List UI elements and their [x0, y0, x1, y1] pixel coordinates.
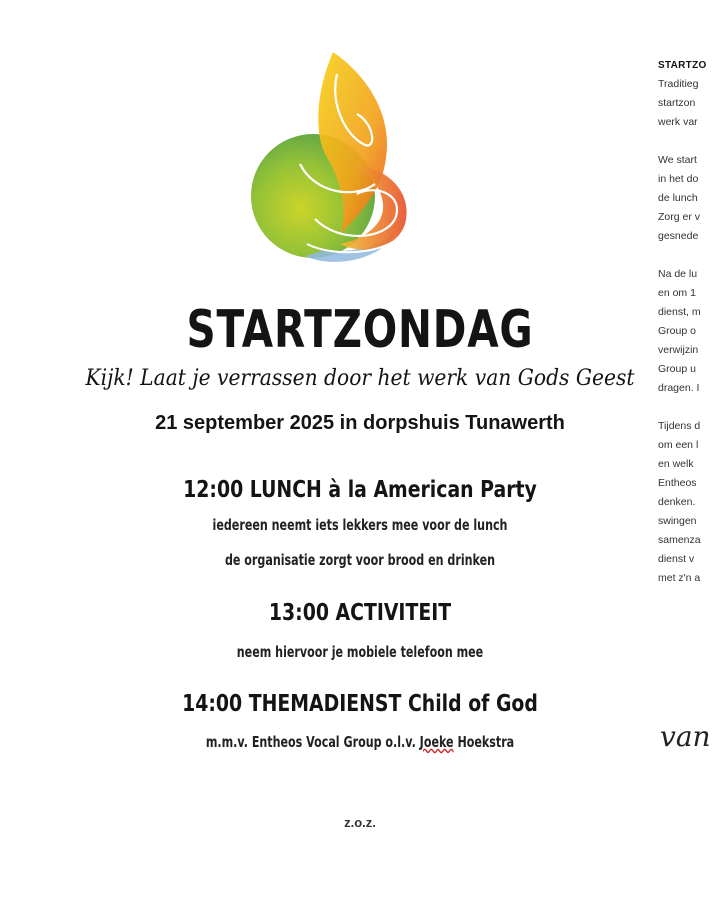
right-line: Group u — [658, 363, 696, 375]
right-paragraph-4 — [658, 417, 720, 588]
right-line: denken. — [658, 496, 696, 508]
credit-name-misspelled: Joeke — [419, 733, 454, 751]
schedule-lunch-heading: 12:00 LUNCH à la American Party — [183, 477, 537, 503]
right-line: dienst, m — [658, 306, 701, 318]
right-paragraph-2 — [658, 151, 720, 246]
right-line: Group o — [658, 325, 696, 337]
right-line: dragen. I — [658, 382, 700, 394]
schedule-lunch-line: iedereen neemt iets lekkers mee voor de lunch — [212, 516, 508, 534]
event-date-location: 21 september 2025 in dorpshuis Tunawerth — [155, 412, 565, 434]
right-line: dienst v — [658, 553, 695, 565]
event-title: STARTZONDAG — [186, 300, 534, 360]
right-line: in het do — [658, 173, 699, 185]
flyer-left-panel — [40, 0, 640, 900]
schedule-service-heading: 14:00 THEMADIENST Child of God — [182, 691, 538, 717]
right-line: om een l — [658, 439, 699, 451]
schedule-service-credit — [123, 733, 597, 751]
right-line: werk var — [658, 116, 698, 128]
right-paragraph-3 — [658, 265, 720, 398]
event-tagline: Kijk! Laat je verrassen door het werk van Gods Geest — [85, 366, 635, 391]
schedule-activity-heading: 13:00 ACTIVITEIT — [268, 600, 452, 626]
right-line: verwijzin — [658, 344, 699, 356]
right-line: startzon — [658, 97, 696, 109]
right-line: en welk — [658, 458, 694, 470]
right-line: met z'n a — [658, 572, 701, 584]
credit-prefix: m.m.v. Entheos Vocal Group o.l.v. — [205, 733, 420, 751]
right-column-heading: STARTZO — [658, 60, 707, 71]
flyer-right-panel — [658, 60, 720, 760]
right-line: Tijdens d — [658, 420, 701, 432]
turn-over-note: z.o.z. — [344, 815, 376, 830]
right-line: Zorg er v — [658, 211, 701, 223]
right-line: We start — [658, 154, 697, 166]
flame-dove-logo — [245, 44, 445, 274]
right-line: samenza — [658, 534, 701, 546]
right-line: Na de lu — [658, 268, 698, 280]
schedule-lunch-line: de organisatie zorgt voor brood en drinken — [224, 551, 496, 569]
right-line: swingen — [658, 515, 697, 527]
schedule-activity-line: neem hiervoor je mobiele telefoon mee — [236, 643, 484, 661]
signature-text: van — [660, 720, 711, 753]
right-line: Traditieg — [658, 78, 699, 90]
credit-suffix: Hoekstra — [453, 733, 515, 751]
right-line: gesnede — [658, 230, 699, 242]
right-line: de lunch — [658, 192, 698, 204]
right-line: Entheos — [658, 477, 697, 489]
right-paragraph-1 — [658, 75, 720, 132]
right-line: en om 1 — [658, 287, 696, 299]
